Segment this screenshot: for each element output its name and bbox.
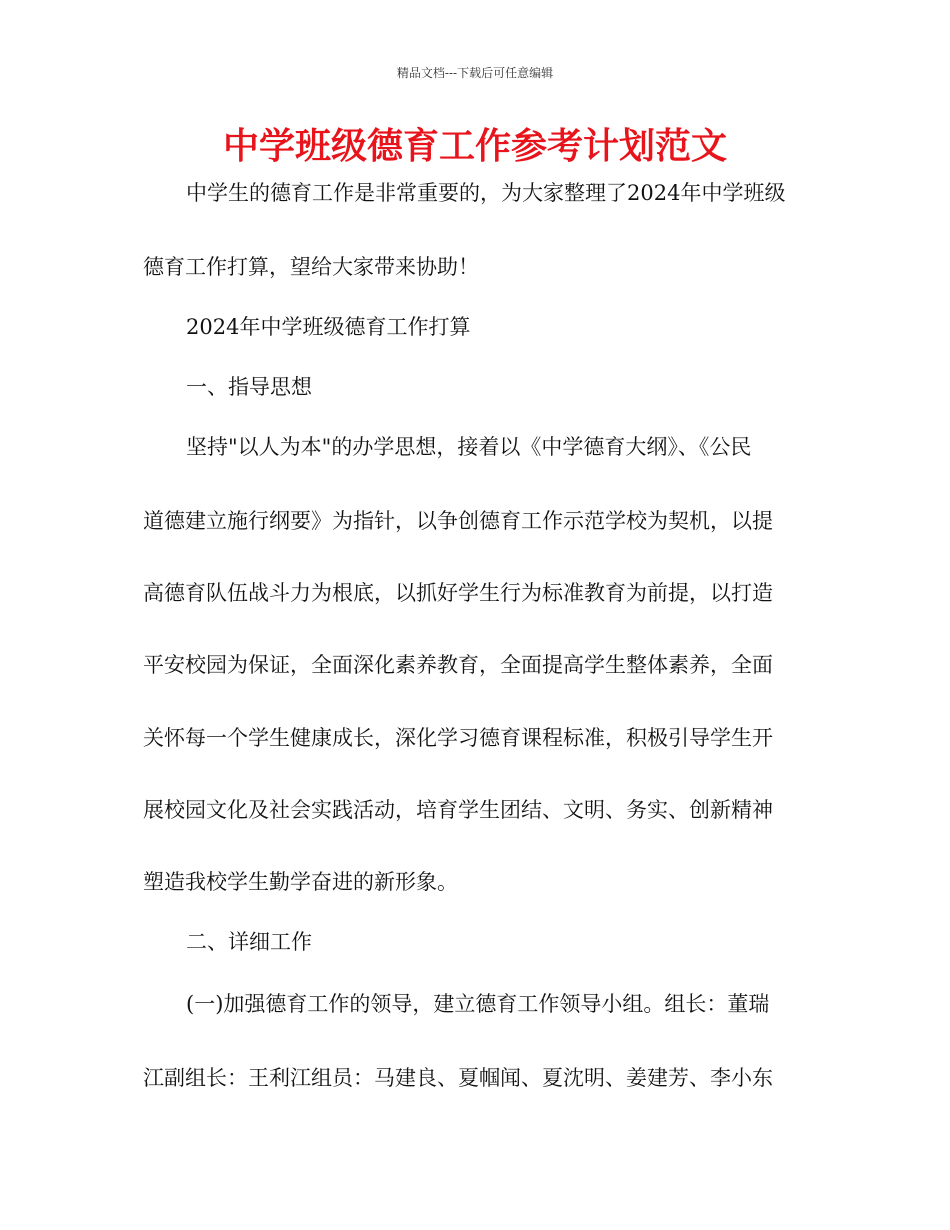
paragraph-line: 坚持"以人为本"的办学思想，接着以《中学德育大纲》、《公民 (186, 435, 752, 459)
paragraph-line: 高德育队伍战斗力为根底，以抓好学生行为标准教育为前提，以打造 (143, 581, 773, 605)
paragraph-line: 关怀每一个学生健康成长，深化学习德育课程标准，积极引导学生开 (143, 726, 773, 750)
paragraph-line: (一)加强德育工作的领导，建立德育工作领导小组。组长：董瑞 (186, 992, 770, 1016)
section-subtitle: 2024年中学班级德育工作打算 (186, 315, 471, 339)
section-heading: 二、详细工作 (186, 930, 312, 954)
section-heading: 一、指导思想 (186, 375, 312, 399)
paragraph-line: 平安校园为保证，全面深化素养教育，全面提高学生整体素养，全面 (143, 653, 773, 677)
document-title: 中学班级德育工作参考计划范文 (222, 126, 727, 167)
paragraph-line: 中学生的德育工作是非常重要的，为大家整理了2024年中学班级 (186, 181, 786, 205)
paragraph-line: 德育工作打算，望给大家带来协助！ (143, 255, 479, 279)
paragraph-line: 展校园文化及社会实践活动，培育学生团结、文明、务实、创新精神 (143, 798, 773, 822)
paragraph-line: 塑造我校学生勤学奋进的新形象。 (143, 870, 458, 894)
header-note: 精品文档---下载后可任意编辑 (396, 66, 554, 80)
paragraph-line: 江副组长：王利江组员：马建良、夏帼闻、夏沈明、姜建芳、李小东 (143, 1066, 773, 1090)
paragraph-line: 道德建立施行纲要》为指针，以争创德育工作示范学校为契机，以提 (143, 509, 773, 533)
